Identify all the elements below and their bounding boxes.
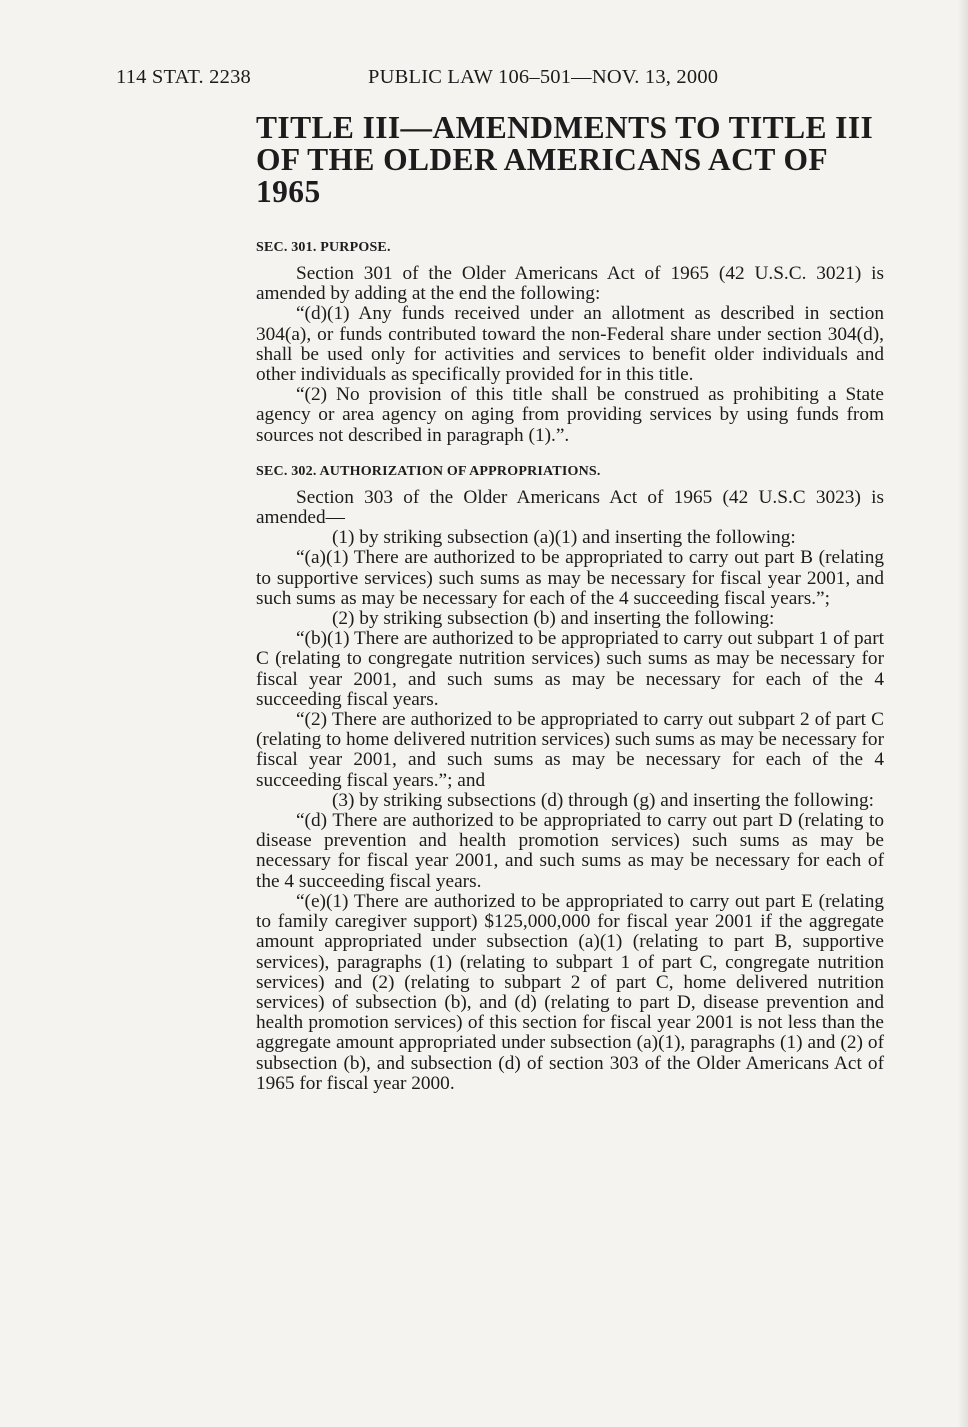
stat-page-number: 114 STAT. 2238 — [116, 66, 251, 88]
section-301-paragraph: “(d)(1) Any funds received under an allotment as described in section 304(a), or funds contributed toward the non-Federal share under section 304(d), shall be used only for activities and services to benefit older individuals and other individuals as specifically provided for in this title. — [256, 303, 884, 386]
inserted-text: “(b)(1) There are authorized to be appropriated to carry out subpart 1 of part C (relating to congregate nutrition services) such sums as may be necessary for fiscal year 2001, and such sums as may be necessary for each of the 4 succeeding fiscal years. — [256, 628, 885, 710]
amendment-clause: (2) by striking subsection (b) and inserting the following: — [332, 608, 775, 630]
public-law-citation: PUBLIC LAW 106–501—NOV. 13, 2000 — [368, 66, 719, 88]
section-302-heading: SEC. 302. AUTHORIZATION OF APPROPRIATIONS. — [256, 463, 601, 479]
title-heading: TITLE III—AMENDMENTS TO TITLE III OF THE OLDER AMERICANS ACT OF 1965 — [256, 110, 874, 209]
amendment-clause: (1) by striking subsection (a)(1) and inserting the following: — [332, 527, 796, 549]
inserted-text: “(e)(1) There are authorized to be appropriated to carry out part E (relating to family caregiver support) $125,000,000 for fiscal year 2001 if the aggregate amount appropriated under subsection (a)(1) (relating to part B, supportive services), paragraphs (1) (relating to subpart 1 of part C, congregate nutrition services) and (2) (relating to subpart 2 of part C, home delivered nutrition services) of subsection (b), and (d) (relating to part D, disease prevention and health promotion services) of this section for fiscal year 2001 is not less than the aggregate amount appropriated under subsection (a)(1), paragraphs (1) and (2) of subsection (b), and subsection (d) of section 303 of the Older Americans Act of 1965 for fiscal year 2000. — [256, 890, 884, 1094]
document-body — [256, 112, 884, 1094]
inserted-text: “(2) There are authorized to be appropriated to carry out subpart 2 of part C (relating to home delivered nutrition services) such sums as may be necessary for fiscal year 2001, and such sums as may be necessary for each of the 4 succeeding fiscal years.”; and — [256, 709, 884, 791]
section-spacer — [256, 446, 884, 464]
section-301-heading: SEC. 301. PURPOSE. — [256, 240, 391, 255]
inserted-text: “(a)(1) There are authorized to be appropriated to carry out part B (relating to supportive services) such sums as may be necessary for fiscal year 2001, and such sums as may be necessary for each of the 4 succeeding fiscal years.”; — [256, 547, 884, 609]
section-301-paragraph: “(2) No provision of this title shall be construed as prohibiting a State agency or area agency on aging from providing services by using funds from sources not described in paragraph (1).”. — [256, 384, 884, 446]
amendment-clause: (3) by striking subsections (d) through (g) and inserting the following: — [332, 789, 874, 811]
inserted-text: “(d) There are authorized to be appropriated to carry out part D (relating to disease prevention and health promotion services) such sums as may be necessary for fiscal year 2001, and such sums as may be necessary for each of the 4 succeeding fiscal years. — [256, 810, 884, 892]
section-302-paragraph: Section 303 of the Older Americans Act of 1965 (42 U.S.C 3023) is amended— — [256, 486, 884, 529]
section-301-paragraph: Section 301 of the Older Americans Act of 1965 (42 U.S.C. 3021) is amended by adding at the end the following: — [256, 263, 884, 305]
page-edge-shadow — [958, 0, 968, 1427]
